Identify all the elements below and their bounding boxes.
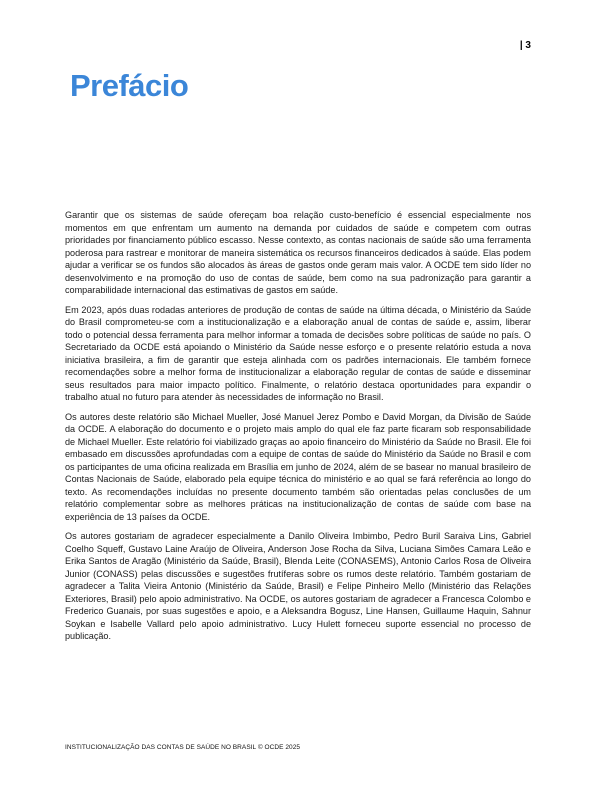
page-number: | 3 [519,40,531,51]
paragraph: Garantir que os sistemas de saúde ofereçam boa relação custo-benefício é essencial especialmente nos momentos em que enfrentam um aumento na demanda por cuidados de saúde e competem com outras prioridades por financiamento público escasso. Nesse contexto, as contas nacionais de saúde são uma ferramenta poderosa para rastrear e monitorar de maneira sistemática os recursos financeiros dedicados à saúde. Elas podem ajudar a verificar se os fundos são alocados às áreas de gastos onde geram mais valor. A OCDE tem sido líder no desenvolvimento e na promoção do uso de contas de saúde, bem como na sua padronização para garantir a comparabilidade internacional das estimativas de gastos em saúde. [65,210,531,295]
paragraph: Os autores gostariam de agradecer especialmente a Danilo Oliveira Imbimbo, Pedro Buril Saraiva Lins, Gabriel Coelho Squeff, Gustavo Laine Araújo de Oliveira, Anderson Jose Rocha da Silva, Luciana Simões Camara Leão e Erika Santos de Aragão (Ministério da Saúde, Brasil), Blenda Leite (CONASEMS), Antonio Carlos Rosa de Oliveira Junior (CONASS) pelas discussões e sugestões frutíferas sobre os rumos deste relatório. Também gostariam de agradecer a Talita Vieira Antonio (Ministério da Saúde, Brasil) e Felipe Pinheiro Mello (Ministério das Relações Exteriores, Brasil) pelo apoio administrativo. Na OCDE, os autores gostariam de agradecer a Francesca Colombo e Frederico Guanais, por suas sugestões e apoio, e a Aleksandra Bogusz, Line Hansen, Guillaume Haquin, Sahnur Soykan e Isabelle Vallard pelo apoio administrativo. Lucy Hulett forneceu suporte essencial no processo de publicação. [65,531,531,641]
body-text [65,209,531,650]
page-footer: INSTITUCIONALIZAÇÃO DAS CONTAS DE SAÚDE NO BRASIL © OCDE 2025 [65,744,301,751]
page-title: Prefácio [70,68,189,103]
paragraph: Os autores deste relatório são Michael Mueller, José Manuel Jerez Pombo e David Morgan, da Divisão de Saúde da OCDE. A elaboração do documento e o projeto mais amplo do qual ele faz parte ficaram sob responsabilidade de Michael Mueller. Este relatório foi viabilizado graças ao apoio financeiro do Ministério da Saúde no Brasil. Ele foi embasado em discussões aprofundadas com a equipe de contas de saúde do Ministério da Saúde no Brasil e com os participantes de uma oficina realizada em Brasília em junho de 2024, além de se basear no manual brasileiro de Contas Nacionais de Saúde, elaborado pela equipe técnica do ministério e ao qual se fará referência ao longo do texto. As recomendações incluídas no presente documento também são orientadas pelas conclusões de um relatório complementar sobre as melhores práticas na institucionalização de contas de saúde com base na experiência de 13 países da OCDE. [65,411,531,522]
paragraph: Em 2023, após duas rodadas anteriores de produção de contas de saúde na última década, o Ministério da Saúde do Brasil comprometeu-se com a institucionalização e a elaboração anual de contas de saúde e, assim, liberar todo o potencial dessa ferramenta para melhor informar a tomada de decisões sobre políticas de saúde no país. O Secretariado da OCDE está apoiando o Ministério da Saúde nesse esforço e o presente relatório estuda a nova iniciativa brasileira, a fim de garantir que esteja alinhada com os padrões internacionais. Ele também fornece recomendações sobre a melhor forma de institucionalizar a elaboração regular de contas de saúde e disseminar seus resultados para maior impacto político. Finalmente, o relatório destaca oportunidades para expandir o trabalho atual no futuro para atender às necessidades de informação no Brasil. [65,304,531,402]
